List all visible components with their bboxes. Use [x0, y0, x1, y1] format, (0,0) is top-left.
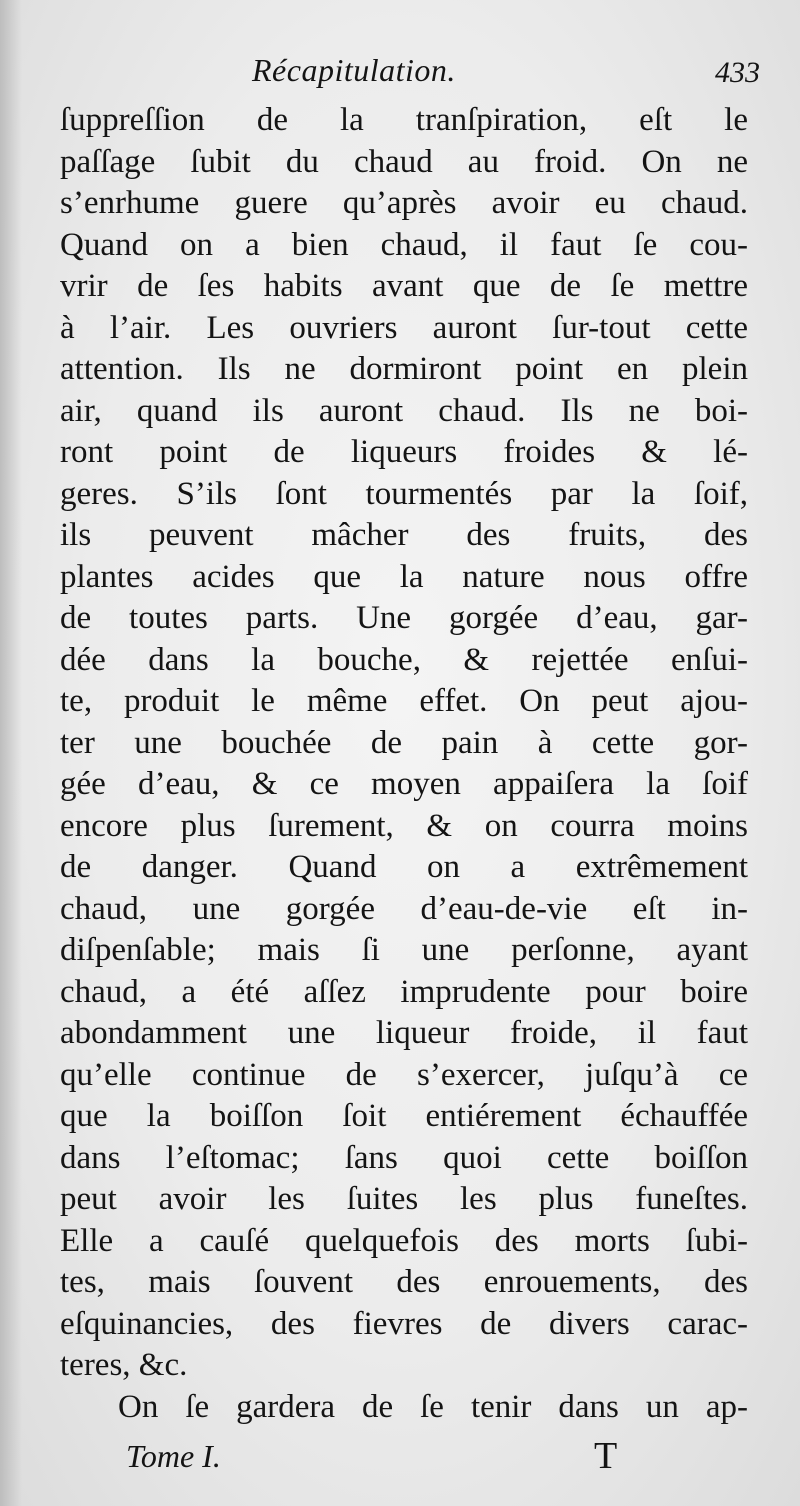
text-line: chaud, a été aſſez imprudente pour boire	[60, 973, 748, 1010]
gutter-shadow	[0, 0, 22, 1506]
signature-mark: T	[594, 1435, 618, 1477]
text-line: s’enrhume guere qu’après avoir eu chaud.	[60, 185, 748, 221]
text-line: paſſage ſubit du chaud au froid. On ne	[60, 143, 748, 180]
text-line: air, quand ils auront chaud. Ils ne boi-	[60, 392, 748, 429]
page-header	[62, 48, 760, 98]
text-line: teres, &c.	[60, 1347, 188, 1383]
running-title: Récapitulation.	[252, 52, 456, 88]
text-line: chaud, une gorgée d’eau-de-vie eſt in-	[60, 890, 748, 927]
text-line: Elle a cauſé quelquefois des morts ſubi-	[60, 1222, 748, 1259]
page-footer	[126, 1435, 626, 1486]
text-line: ront point de liqueurs froides & lé-	[60, 434, 748, 470]
text-line: encore plus ſurement, & on courra moins	[60, 807, 748, 844]
text-line: ils peuvent mâcher des fruits, des	[60, 517, 748, 553]
text-line: On ſe gardera de ſe tenir dans un ap-	[118, 1388, 748, 1425]
text-line: Quand on a bien chaud, il faut ſe cou-	[60, 226, 748, 263]
body-text	[60, 100, 748, 1428]
text-line: ſuppreſſion de la tranſpiration, eſt le	[60, 102, 748, 138]
text-line: à l’air. Les ouvriers auront ſur-tout cette	[60, 309, 748, 346]
text-line: eſquinancies, des fievres de divers carac-	[60, 1305, 748, 1342]
text-line: dans l’eſtomac; ſans quoi cette boiſſon	[60, 1139, 748, 1176]
text-line: geres. S’ils ſont tourmentés par la ſoif,	[60, 475, 748, 512]
text-line: plantes acides que la nature nous offre	[60, 558, 748, 595]
volume-label: Tome I.	[126, 1438, 221, 1474]
text-line: vrir de ſes habits avant que de ſe mettre	[60, 268, 748, 304]
text-line: peut avoir les ſuites les plus funeſtes.	[60, 1181, 748, 1217]
text-line: de danger. Quand on a extrêmement	[60, 849, 748, 885]
text-line: dée dans la bouche, & rejettée enſui-	[60, 641, 748, 678]
text-line: tes, mais ſouvent des enrouements, des	[60, 1264, 748, 1300]
text-line: gée d’eau, & ce moyen appaiſera la ſoif	[60, 766, 748, 802]
text-line: attention. Ils ne dormiront point en plein	[60, 351, 748, 387]
page-number: 433	[715, 56, 760, 89]
text-line: te, produit le même effet. On peut ajou-	[60, 683, 748, 719]
text-line: abondamment une liqueur froide, il faut	[60, 1015, 748, 1051]
text-line: que la boiſſon ſoit entiérement échauffée	[60, 1098, 748, 1134]
text-line: qu’elle continue de s’exercer, juſqu’à ce	[60, 1056, 748, 1093]
paragraph-2	[60, 1387, 748, 1429]
text-line: diſpenſable; mais ſi une perſonne, ayant	[60, 932, 748, 968]
text-line: de toutes parts. Une gorgée d’eau, gar-	[60, 600, 748, 636]
paragraph-1	[60, 100, 748, 1387]
text-line: ter une bouchée de pain à cette gor-	[60, 724, 748, 761]
